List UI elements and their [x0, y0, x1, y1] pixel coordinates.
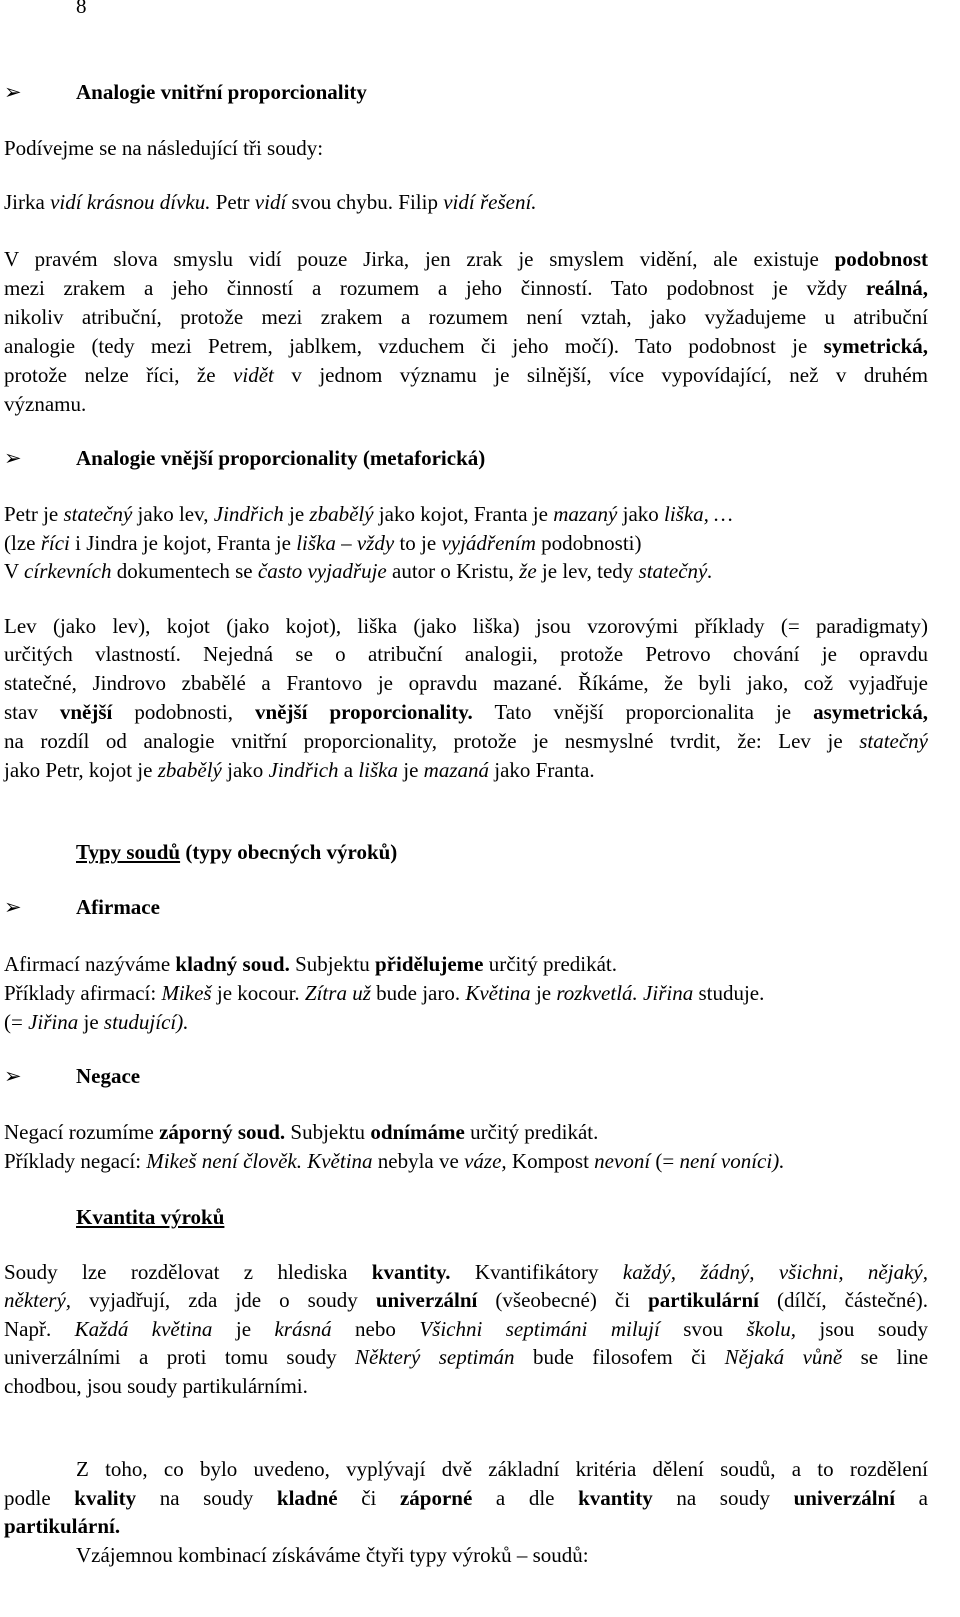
section-heading-internal-analogy: ➢ Analogie vnitřní proporcionality [4, 80, 367, 104]
paragraph-line: Lev (jako lev), kojot (jako kojot), liška (jako liška) jsou vzorovými příklady (= paradigmaty) [4, 614, 928, 638]
section-title-quantity: Kvantita výroků [76, 1205, 225, 1229]
affirmation-examples: (= Jiřina je studující). [4, 1010, 189, 1034]
negation-examples: Příklady negací: Mikeš není člověk. Květina nebyla ve váze, Kompost nevoní (= není voníci). [4, 1149, 785, 1173]
metaphor-example-line: Petr je statečný jako lev, Jindřich je zbabělý jako kojot, Franta je mazaný jako liška, … [4, 502, 733, 526]
affirmation-examples: Příklady afirmací: Mikeš je kocour. Zítra už bude jaro. Květina je rozkvetlá. Jiřina studuje. [4, 981, 765, 1005]
paragraph-line: statečné, Jindrovo zbabělé a Frantovo je opravdu mazané. Říkáme, že byli jako, což vyjadřuje [4, 671, 928, 695]
paragraph-line: nikoliv atribuční, protože mezi zrakem a rozumem není vztah, jako vyžadujeme u atribuční [4, 305, 928, 329]
paragraph-line: na rozdíl od analogie vnitřní proporcionality, protože je nesmyslné tvrdit, že: Lev je statečný [4, 729, 928, 753]
paragraph-line: Z toho, co bylo uvedeno, vyplývají dvě základní kritéria dělení soudů, a to rozdělení [76, 1457, 928, 1481]
affirmation-definition: Afirmací nazýváme kladný soud. Subjektu přidělujeme určitý predikát. [4, 952, 618, 976]
paragraph-line: jako Petr, kojot je zbabělý jako Jindřich a liška je mazaná jako Franta. [4, 758, 595, 782]
arrow-bullet-icon: ➢ [4, 1064, 22, 1088]
paragraph-line: stav vnější podobnosti, vnější proporcionality. Tato vnější proporcionalita je asymetrická, [4, 700, 928, 724]
paragraph-line: významu. [4, 392, 87, 416]
subheading-negation: ➢ Negace [4, 1064, 141, 1088]
paragraph-line: určitých vlastností. Nejedná se o atribuční analogii, protože Petrovo chování je opravdu [4, 642, 928, 666]
section-title-judgment-types: Typy soudů (typy obecných výroků) [76, 840, 398, 864]
paragraph-line: protože nelze říci, že vidět v jednom významu je silnější, více vypovídající, než v druhém [4, 363, 928, 387]
paragraph-line: podle kvality na soudy kladné či záporné a dle kvantity na soudy univerzální a [4, 1486, 928, 1510]
paragraph-line: partikulární. [4, 1514, 121, 1538]
paragraph-line: Soudy lze rozdělovat z hlediska kvantity. Kvantifikátory každý, žádný, všichni, nějaký, [4, 1260, 928, 1284]
negation-definition: Negací rozumíme záporný soud. Subjektu odnímáme určitý predikát. [4, 1120, 599, 1144]
metaphor-example-line: (lze říci i Jindra je kojot, Franta je liška – vždy to je vyjádřením podobnosti) [4, 531, 642, 555]
paragraph-line: některý, vyjadřují, zda jde o soudy univerzální (všeobecné) či partikulární (dílčí, částečné). [4, 1288, 928, 1312]
paragraph-line: Vzájemnou kombinací získáváme čtyři typy výroků – soudů: [76, 1543, 589, 1567]
example-line: Jirka vidí krásnou dívku. Petr vidí svou chybu. Filip vidí řešení. [4, 190, 537, 214]
arrow-bullet-icon: ➢ [4, 80, 22, 104]
section-heading-external-analogy: ➢ Analogie vnější proporcionality (metaforická) [4, 446, 486, 470]
paragraph-line: chodbou, jsou soudy partikulárními. [4, 1374, 308, 1398]
metaphor-example-line: V církevních dokumentech se často vyjadřuje autor o Kristu, že je lev, tedy statečný. [4, 559, 713, 583]
subheading-affirmation: ➢ Afirmace [4, 895, 160, 919]
paragraph-line: univerzálními a proti tomu soudy Některý septimán bude filosofem či Nějaká vůně se line [4, 1345, 928, 1369]
arrow-bullet-icon: ➢ [4, 446, 22, 470]
paragraph-line: V pravém slova smyslu vidí pouze Jirka, jen zrak je smyslem vidění, ale existuje podobnost [4, 247, 928, 271]
paragraph-line: analogie (tedy mezi Petrem, jablkem, vzduchem či jeho močí). Tato podobnost je symetrická, [4, 334, 928, 358]
paragraph-line: mezi zrakem a jeho činností a rozumem a jeho činností. Tato podobnost je vždy reálná, [4, 276, 928, 300]
paragraph-line: Např. Každá květina je krásná nebo Všichni septimáni milují svou školu, jsou soudy [4, 1317, 928, 1341]
intro-line: Podívejme se na následující tři soudy: [4, 136, 324, 160]
arrow-bullet-icon: ➢ [4, 895, 22, 919]
page-number: 8 [76, 0, 87, 18]
